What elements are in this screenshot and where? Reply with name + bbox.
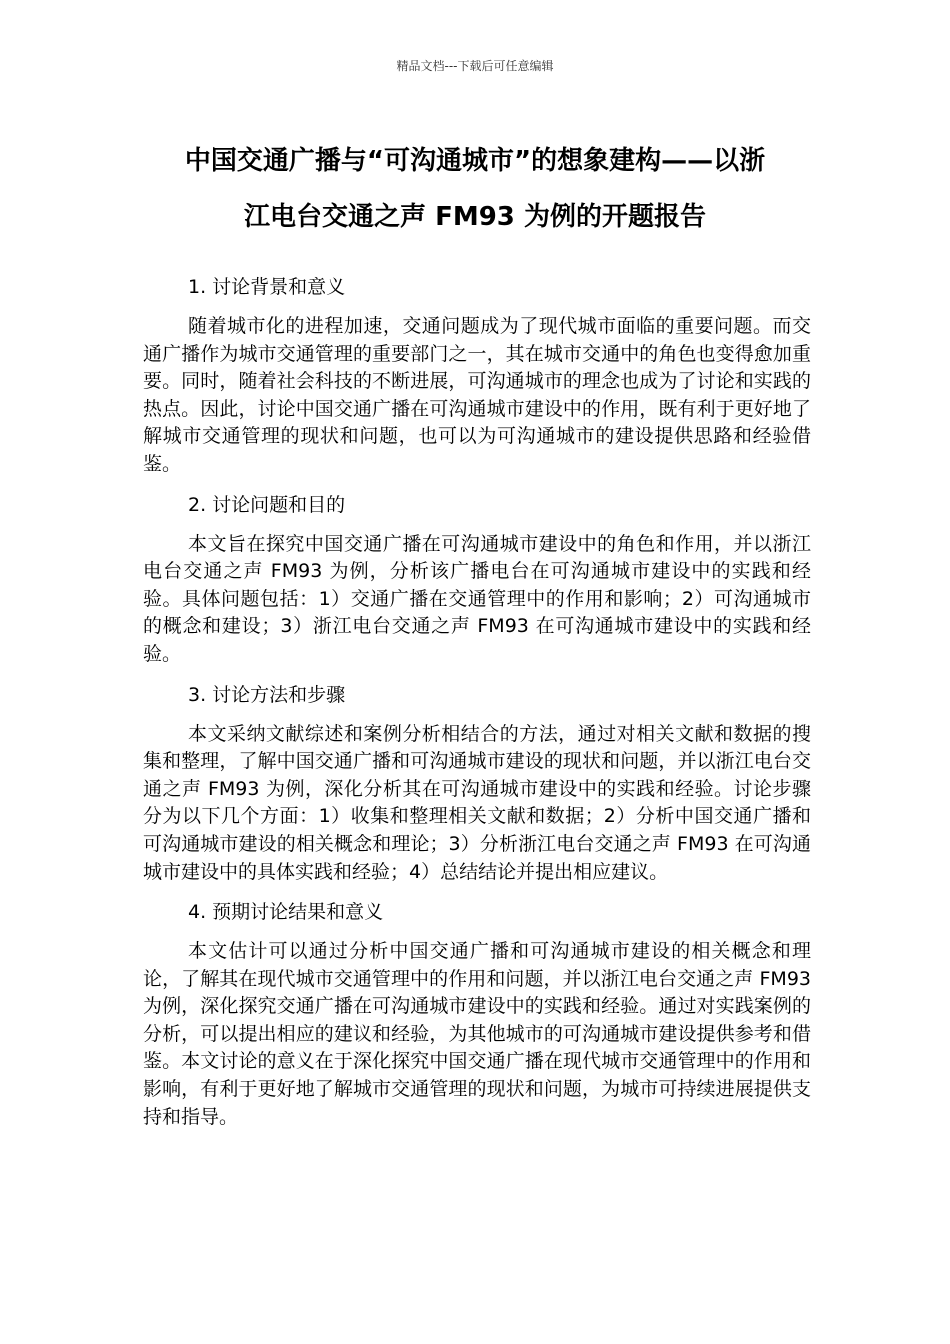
document-title xyxy=(140,133,810,245)
section-heading: 4. 预期讨论结果和意义 xyxy=(188,901,384,924)
section-paragraph: 本文估计可以通过分析中国交通广播和可沟通城市建设的相关概念和理论，了解其在现代城市交通管理中的作用和问题，并以浙江电台交通之声 FM93 为例，深化探究交通广播在可沟通城市建设中的实践和经验。通过对实践案例的分析，可以提出相应的建议和经验，为其他城市的可沟通城市建设提供参考和借鉴。本文讨论的意义在于深化探究中国交通广播在现代城市交通管理中的作用和影响，有利于更好地了解城市交通管理的现状和问题，为城市可持续进展提供支持和指导。 xyxy=(143,940,811,1128)
section-methods xyxy=(143,681,811,887)
section-questions xyxy=(143,491,811,669)
section-expected-results xyxy=(143,898,811,1131)
section-background xyxy=(143,273,811,479)
section-paragraph: 本文旨在探究中国交通广播在可沟通城市建设中的角色和作用，并以浙江电台交通之声 FM93 为例，分析该广播电台在可沟通城市建设中的实践和经验。具体问题包括：1）交通广播在交通管理中的作用和影响；2）可沟通城市的概念和建设；3）浙江电台交通之声 FM93 在可沟通城市建设中的实践和经验。 xyxy=(143,532,811,665)
section-heading: 2. 讨论问题和目的 xyxy=(188,493,346,516)
section-heading: 1. 讨论背景和意义 xyxy=(188,276,346,298)
section-heading: 3. 讨论方法和步骤 xyxy=(188,683,346,706)
header-watermark: 精品文档---下载后可任意编辑 xyxy=(396,59,554,73)
document-body xyxy=(143,273,811,1143)
title-line-2: 江电台交通之声 FM93 为例的开题报告 xyxy=(244,202,706,232)
title-line-1: 中国交通广播与“可沟通城市”的想象建构——以浙 xyxy=(184,146,766,176)
section-paragraph: 本文采纳文献综述和案例分析相结合的方法，通过对相关文献和数据的搜集和整理，了解中国交通广播和可沟通城市建设的现状和问题，并以浙江电台交通之声 FM93 为例，深化分析其在可沟通城市建设中的实践和经验。讨论步骤分为以下几个方面：1）收集和整理相关文献和数据；2）分析中国交通广播和可沟通城市建设的相关概念和理论；3）分析浙江电台交通之声 FM93 在可沟通城市建设中的具体实践和经验；4）总结结论并提出相应建议。 xyxy=(143,722,811,883)
section-paragraph: 随着城市化的进程加速，交通问题成为了现代城市面临的重要问题。而交通广播作为城市交通管理的重要部门之一，其在城市交通中的角色也变得愈加重要。同时，随着社会科技的不断进展，可沟通城市的理念也成为了讨论和实践的热点。因此，讨论中国交通广播在可沟通城市建设中的作用，既有利于更好地了解城市交通管理的现状和问题，也可以为可沟通城市的建设提供思路和经验借鉴。 xyxy=(143,315,811,475)
